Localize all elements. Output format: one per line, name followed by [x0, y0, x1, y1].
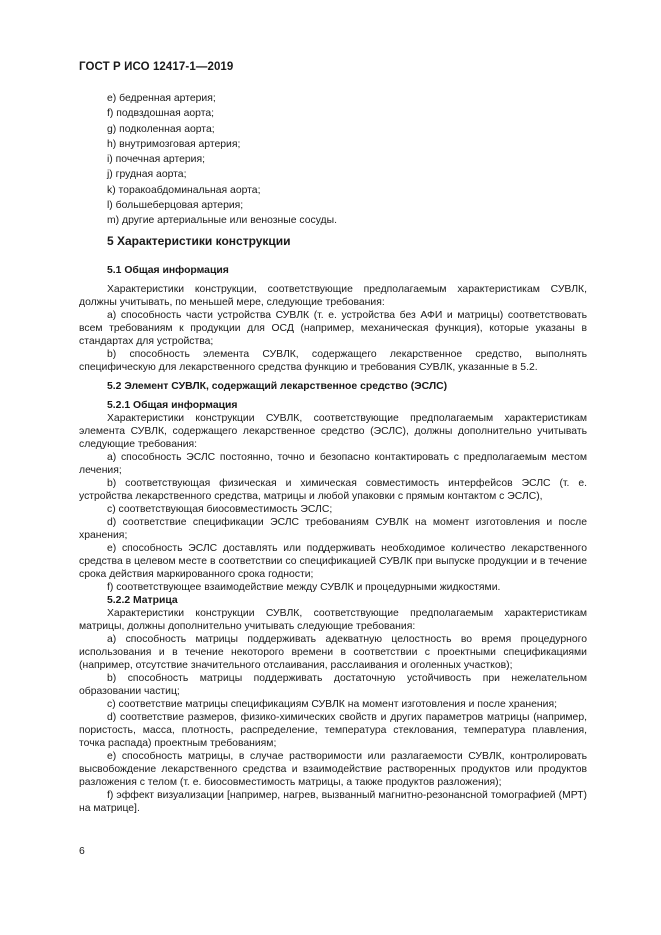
artery-list [107, 91, 337, 229]
paragraph: c) соответствие матрицы спецификациям СУВЛК на момент изготовления и после хранения; [107, 699, 557, 710]
subsection-title: 5.2.2 Матрица [107, 595, 178, 606]
list-item: k) торакоабдоминальная аорта; [107, 184, 261, 196]
paragraph: a) способность матрицы поддерживать адекватную целостность во время процедурного использования и в течение некоторого времени в соответствии с проектными спецификациями (например, отсутствие значительного отслаивания, расслаивания и оголенных участков); [79, 634, 587, 671]
list-item: m) другие артериальные или венозные сосуды. [107, 215, 337, 227]
paragraph: d) соответствие спецификации ЭСЛС требованиям СУВЛК на момент изготовления и после хранения; [79, 517, 587, 541]
subsection-title: 5.2 Элемент СУВЛК, содержащий лекарственное средство (ЭСЛС) [107, 381, 448, 392]
subsection-title: 5.2.1 Общая информация [107, 400, 238, 411]
paragraph: Характеристики конструкции, соответствующие предполагаемым характеристикам СУВЛК, должны учитывать, по меньшей мере, следующие требования: [79, 284, 587, 308]
subsection-title: 5.1 Общая информация [107, 265, 229, 276]
paragraph: f) соответствующее взаимодействие между СУВЛК и процедурными жидкостями. [107, 582, 501, 593]
paragraph: f) эффект визуализации [например, нагрев, вызванный магнитно-резонансной томографией (МРТ) на матрице]. [79, 790, 587, 814]
list-item: e) бедренная артерия; [107, 93, 216, 104]
paragraph: a) способность ЭСЛС постоянно, точно и безопасно контактировать с предполагаемым местом лечения; [79, 452, 587, 476]
list-item: j) грудная аорта; [107, 169, 187, 181]
list-item: g) подколенная аорта; [107, 123, 215, 135]
list-item: i) почечная артерия; [107, 154, 205, 166]
list-item: h) внутримозговая артерия; [107, 138, 241, 150]
paragraph: e) способность матрицы, в случае растворимости или разлагаемости СУВЛК, контролировать высвобождение лекарственного средства и взаимодействие растворенных продуктов или продуктов разложения с телом (т. е. биосовместимость матрицы, а также продуктов разложения); [79, 751, 587, 788]
paragraph: Характеристики конструкции СУВЛК, соответствующие предполагаемым характеристикам матрицы, должны дополнительно учитывать следующие требования: [79, 608, 587, 632]
paragraph: Характеристики конструкции СУВЛК, соответствующие предполагаемым характеристикам элемента СУВЛК, содержащего лекарственное средство (ЭСЛС), должны дополнительно учитывать следующие требования: [79, 413, 587, 450]
paragraph: d) соответствие размеров, физико-химических свойств и других параметров матрицы (например, пористость, масса, плотность, распределение, температура стеклования, температура плавления, точка распада) проектным требованиям; [79, 712, 587, 749]
paragraph: a) способность части устройства СУВЛК (т. е. устройства без АФИ и матрицы) соответствовать всем требованиям к продукции для ОСД (например, механическая функция), которые указаны в стандартах для устройства; [79, 310, 587, 347]
paragraph: b) способность матрицы поддерживать достаточную устойчивость при нежелательном образовании частиц; [79, 673, 587, 697]
section-5 [79, 232, 587, 815]
paragraph: b) соответствующая физическая и химическая совместимость интерфейсов ЭСЛС (т. е. устройства лекарственного средства, матрицы и любой упаковки с прямым контактом с ЭСЛС), [79, 478, 587, 502]
section-title: 5 Характеристики конструкции [107, 234, 291, 248]
list-item: f) подвздошная аорта; [107, 108, 215, 120]
page-number: 6 [79, 846, 85, 857]
paragraph: e) способность ЭСЛС доставлять или поддерживать необходимое количество лекарственного средства в целевом месте в соответствии со спецификацией СУВЛК при выпуске продукции и в течение срока действия маркированного срока годности; [79, 543, 587, 580]
paragraph: c) соответствующая биосовместимость ЭСЛС; [107, 504, 333, 515]
paragraph: b) способность элемента СУВЛК, содержащего лекарственное средство, выполнять специфическую для лекарственного средства функцию и требования СУВЛК, указанные в 5.2. [79, 349, 587, 373]
list-item: l) большеберцовая артерия; [107, 200, 244, 212]
document-header: ГОСТ Р ИСО 12417-1—2019 [79, 61, 234, 73]
